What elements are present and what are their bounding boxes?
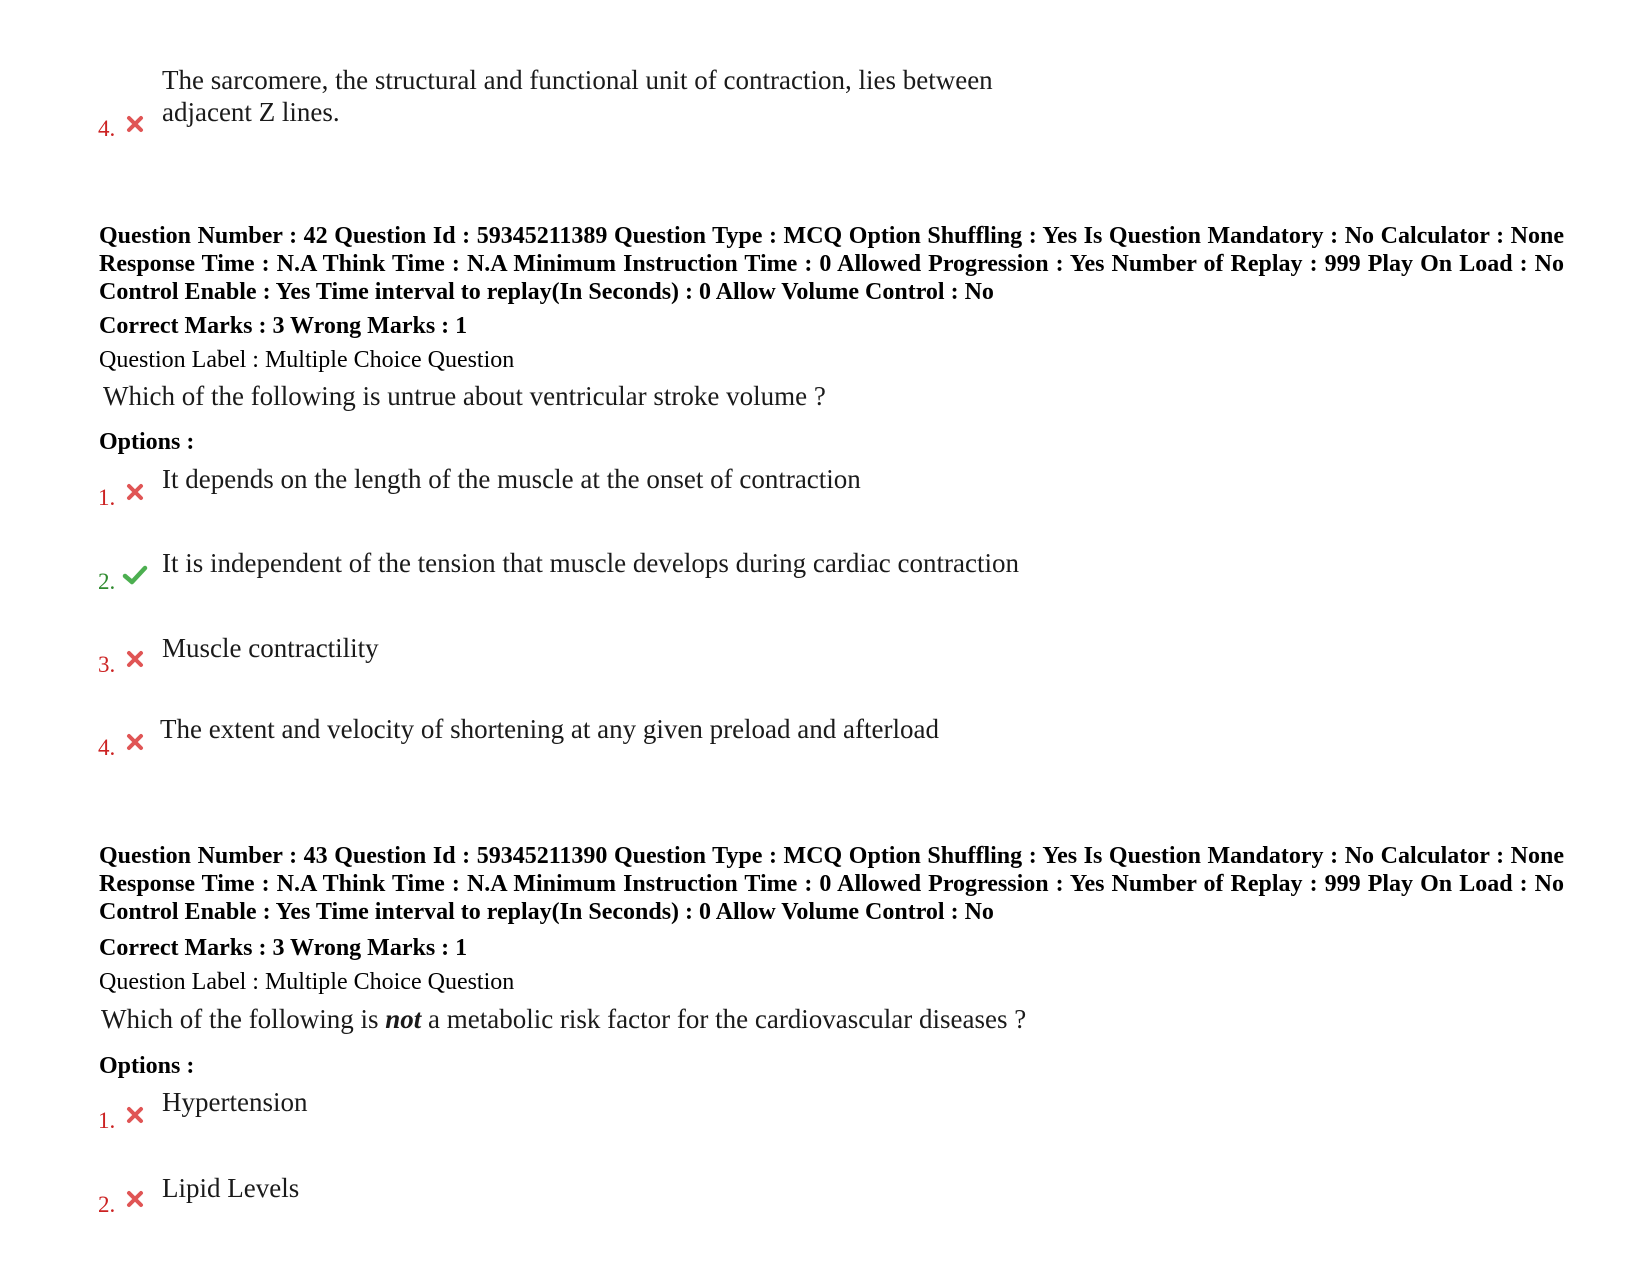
- question-meta: Question Number : 42 Question Id : 59345211389 Question Type : MCQ Option Shuffling : Yes Is Question Mandatory : No Calculator : None Response Time : N.A Think Time : N.A Minimum Instruction Time : 0 Allowed Progression : Yes Number of Replay : 999 Play On Load : No Control Enable : Yes Time interval to replay(In Seconds) : 0 Allow Volume Control : No: [99, 223, 1564, 305]
- option-text: Lipid Levels: [162, 1173, 300, 1203]
- question-text-part: a metabolic risk factor for the cardiovascular diseases ?: [421, 1004, 1027, 1034]
- question-marks: Correct Marks : 3 Wrong Marks : 1: [99, 313, 468, 339]
- check-icon: [122, 564, 148, 586]
- cross-icon: [124, 731, 146, 753]
- option-number: 4.: [98, 735, 116, 760]
- question-text: Which of the following is untrue about ventricular stroke volume ?: [103, 381, 826, 411]
- option-number: 3.: [98, 652, 116, 677]
- prev-option-text: [162, 64, 1114, 128]
- options-heading: Options :: [99, 1053, 195, 1079]
- option-number: 1.: [98, 485, 116, 510]
- question-text: [101, 1003, 1026, 1035]
- question-label: Question Label : Multiple Choice Question: [99, 347, 515, 373]
- cross-icon: [124, 648, 146, 670]
- cross-icon: [124, 113, 146, 135]
- cross-icon: [124, 481, 146, 503]
- question-text-part: Which of the following is: [101, 1004, 386, 1034]
- option-text: It is independent of the tension that muscle develops during cardiac contraction: [162, 548, 1019, 578]
- option-text: Hypertension: [162, 1087, 308, 1117]
- option-number: 2.: [98, 569, 116, 594]
- options-heading: Options :: [99, 429, 195, 455]
- option-text: The extent and velocity of shortening at any given preload and afterload: [160, 714, 939, 744]
- prev-option-line-2: adjacent Z lines.: [162, 97, 340, 127]
- option-text: It depends on the length of the muscle at the onset of contraction: [162, 464, 861, 494]
- question-meta: Question Number : 43 Question Id : 59345211390 Question Type : MCQ Option Shuffling : Yes Is Question Mandatory : No Calculator : None Response Time : N.A Think Time : N.A Minimum Instruction Time : 0 Allowed Progression : Yes Number of Replay : 999 Play On Load : No Control Enable : Yes Time interval to replay(In Seconds) : 0 Allow Volume Control : No: [99, 843, 1564, 925]
- prev-option-number: 4.: [98, 116, 116, 141]
- option-number: 2.: [98, 1192, 116, 1217]
- question-marks: Correct Marks : 3 Wrong Marks : 1: [99, 935, 468, 961]
- question-text-emphasis: not: [385, 1004, 422, 1034]
- option-text: Muscle contractility: [162, 633, 379, 663]
- prev-option-line-1: The sarcomere, the structural and functional unit of contraction, lies between: [162, 65, 993, 95]
- cross-icon: [124, 1104, 146, 1126]
- question-label: Question Label : Multiple Choice Question: [99, 969, 515, 995]
- cross-icon: [124, 1188, 146, 1210]
- option-number: 1.: [98, 1108, 116, 1133]
